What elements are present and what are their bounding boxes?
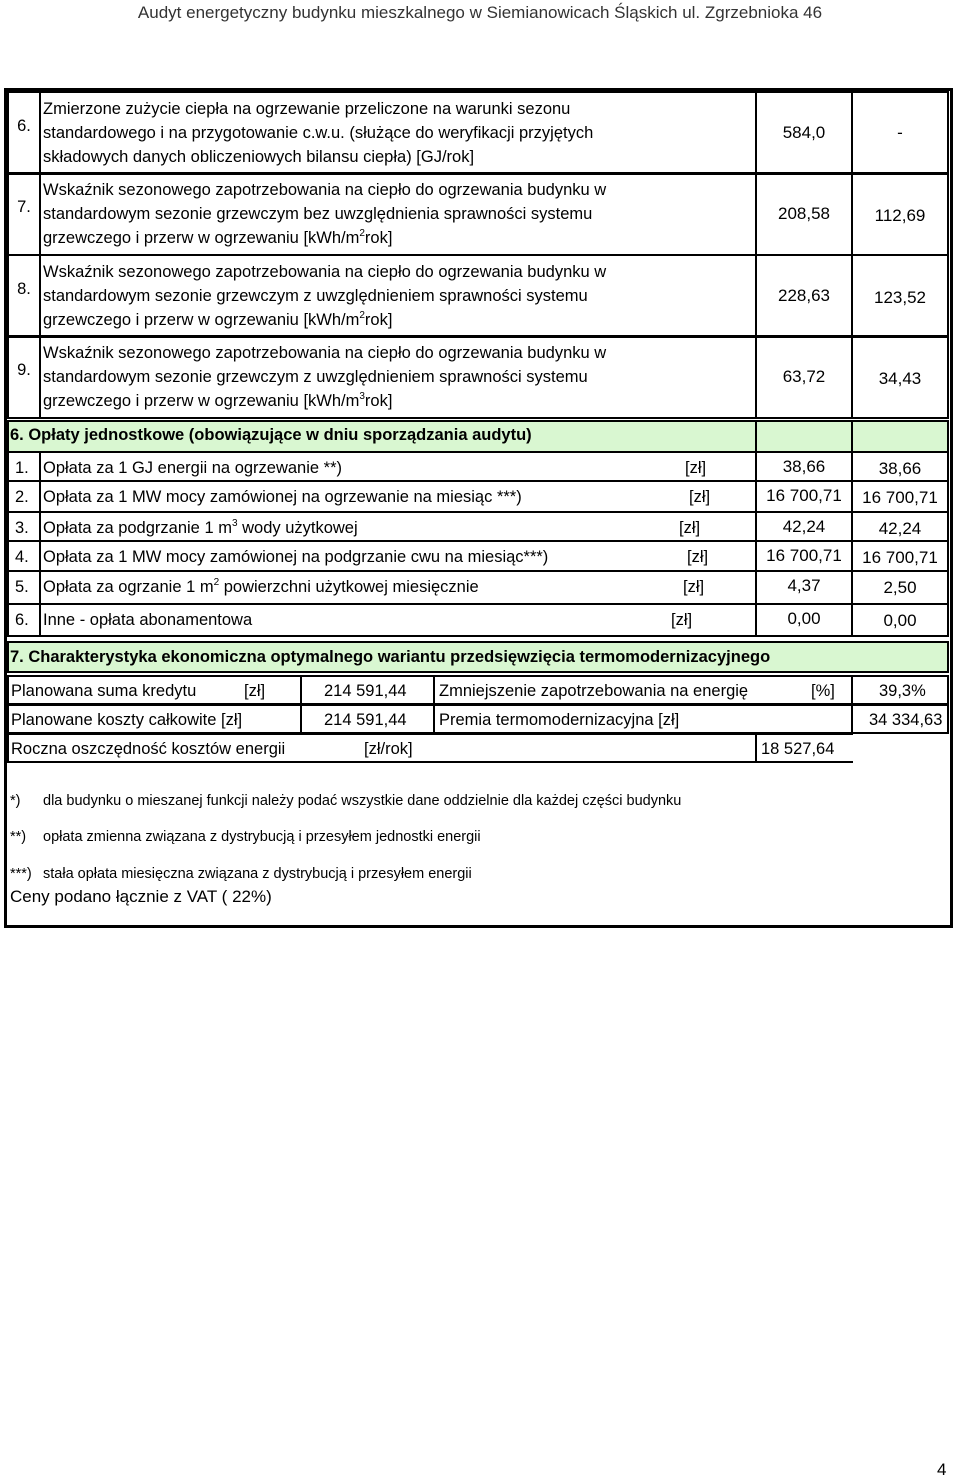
row-value-1: 584,0 (755, 91, 853, 175)
saving-unit: [zł/rok] (364, 740, 413, 758)
row-value-1: 63,72 (755, 335, 853, 419)
description-line-3 (43, 389, 755, 413)
reduction-label-cell (433, 675, 853, 705)
fee-value-1: 16 700,71 (755, 540, 853, 572)
fee-unit: [zł] (683, 578, 705, 596)
fee-label-cell (39, 603, 757, 637)
fee-label: Opłata za 1 MW mocy zamówionej na ogrzewanie na miesiąc ***) (43, 488, 522, 506)
description-line-2: standardowym sezonie grzewczym z uwzględnieniem sprawności systemu (43, 368, 588, 386)
loan-value: 214 591,44 (300, 675, 435, 705)
description-line-3 (43, 308, 755, 332)
fee-label: Opłata za 1 MW mocy zamówionej na podgrzanie cwu na miesiąc***) (43, 548, 549, 566)
footnote-3-text: stała opłata miesięczna związana z dystrybucją i przesyłem energii (43, 866, 472, 882)
fee-value-1: 16 700,71 (755, 480, 853, 513)
row-value-2: 34,43 (851, 335, 949, 419)
description-line-1: Wskaźnik sezonowego zapotrzebowania na ciepło do ogrzewania budynku w (43, 263, 607, 281)
description-line-3 (43, 145, 755, 169)
row-value-2: 123,52 (851, 254, 949, 338)
fee-unit: [zł] (679, 519, 701, 537)
fee-label-superscript: 3 (231, 518, 238, 529)
fee-value-2: 38,66 (851, 451, 949, 482)
row-description (39, 335, 757, 419)
description-line-3-text: grzewczego i przerw w ogrzewaniu [kWh/m (43, 311, 360, 329)
fee-label-cell (39, 570, 757, 605)
description-superscript: 3 (359, 391, 365, 402)
description-line-3-unit: rok] (364, 311, 393, 329)
fee-value-2: 42,24 (851, 511, 949, 542)
saving-label-cell (7, 733, 757, 763)
row-value-1: 228,63 (755, 254, 853, 338)
fee-unit: [zł] (689, 488, 711, 506)
fee-number: 6. (7, 603, 41, 637)
row-description (39, 254, 757, 338)
footnote-2-mark: **) (10, 829, 27, 845)
loan-label-cell (7, 675, 302, 705)
fee-label-cell (39, 540, 757, 572)
description-line-2: standardowym sezonie grzewczym bez uwzględnienia sprawności systemu (43, 205, 593, 223)
saving-value: 18 527,64 (755, 733, 853, 763)
fee-value-1: 4,37 (755, 570, 853, 605)
fee-unit: [zł] (685, 459, 707, 477)
description-line-3-text: grzewczego i przerw w ogrzewaniu [kWh/m (43, 229, 360, 247)
saving-label: Roczna oszczędność kosztów energii (11, 740, 286, 758)
row-description (39, 172, 757, 256)
reduction-value: 39,3% (851, 675, 949, 705)
section6-title-cell-1 (755, 420, 853, 453)
description-line-3-unit: rok] (364, 392, 393, 410)
row-number: 7. (7, 172, 41, 256)
fee-label-suffix: powierzchni użytkowej miesięcznie (219, 578, 479, 596)
fee-label-suffix: wody użytkowej (237, 519, 358, 537)
premium-label: Premia termomodernizacyjna [zł] (433, 704, 853, 734)
fee-number: 5. (7, 570, 41, 605)
footnote-2-text: opłata zmienna związana z dystrybucją i przesyłem jednostki energii (43, 829, 481, 845)
row-number: 8. (7, 254, 41, 338)
description-line-3-text: grzewczego i przerw w ogrzewaniu [kWh/m (43, 392, 360, 410)
description-line-2: standardowego i na przygotowanie c.w.u. (służące do weryfikacji przyjętych (43, 124, 594, 142)
loan-unit: [zł] (244, 682, 266, 700)
footnote-1-mark: *) (10, 793, 21, 809)
fee-value-2: 16 700,71 (851, 480, 949, 513)
loan-label: Planowana suma kredytu (11, 682, 197, 700)
fee-unit: [zł] (671, 611, 693, 629)
fee-value-1: 42,24 (755, 511, 853, 542)
fee-value-1: 38,66 (755, 451, 853, 482)
document-header: Audyt energetyczny budynku mieszkalnego w Siemianowicach Śląskich ul. Zgrzebnioka 46 (137, 3, 823, 22)
description-superscript: 2 (359, 228, 365, 239)
section6-title-cell-2 (851, 420, 949, 453)
row-value-1: 208,58 (755, 172, 853, 256)
fee-value-2: 0,00 (851, 603, 949, 637)
cost-value: 214 591,44 (300, 704, 435, 734)
description-line-2: standardowym sezonie grzewczym z uwzględnieniem sprawności systemu (43, 287, 588, 305)
fee-label-cell (39, 511, 757, 542)
fee-value-1: 0,00 (755, 603, 853, 637)
vat-note: Ceny podano łącznie z VAT ( 22%) (10, 887, 272, 906)
fee-value-2: 16 700,71 (851, 540, 949, 572)
fee-label-cell (39, 451, 757, 482)
description-line-3-unit: rok] (364, 229, 393, 247)
row-description (39, 91, 757, 175)
fee-label: Opłata za 1 GJ energii na ogrzewanie **) (43, 459, 342, 477)
row-number: 6. (7, 91, 41, 175)
description-superscript: 2 (359, 310, 365, 321)
row-number: 9. (7, 335, 41, 419)
reduction-label: Zmniejszenie zapotrzebowania na energię (439, 682, 749, 700)
fee-number: 4. (7, 540, 41, 572)
description-line-1: Wskaźnik sezonowego zapotrzebowania na ciepło do ogrzewania budynku w (43, 181, 607, 199)
description-line-3-text: składowych danych obliczeniowych bilansu ciepła) [GJ/rok] (43, 148, 475, 166)
description-line-3 (43, 226, 755, 250)
fee-label: Inne - opłata abonamentowa (43, 611, 253, 629)
fee-value-2: 2,50 (851, 570, 949, 605)
fee-label: Opłata za ogrzanie 1 m (43, 578, 214, 596)
fee-number: 1. (7, 451, 41, 482)
fee-number: 2. (7, 480, 41, 513)
section6-title: 6. Opłaty jednostkowe (obowiązujące w dniu sporządzania audytu) (7, 420, 757, 453)
fee-label: Opłata za podgrzanie 1 m (43, 519, 232, 537)
premium-value: 34 334,63 (851, 704, 949, 734)
footnote-3-mark: ***) (10, 866, 32, 882)
reduction-unit: [%] (811, 682, 835, 700)
audit-table (4, 88, 953, 928)
fee-label-cell (39, 480, 757, 513)
fee-label-superscript: 2 (213, 577, 220, 588)
fee-unit: [zł] (687, 548, 709, 566)
row-value-2: 112,69 (851, 172, 949, 256)
cost-label: Planowane koszty całkowite [zł] (7, 704, 302, 734)
fee-number: 3. (7, 511, 41, 542)
page-number: 4 (937, 1460, 947, 1479)
description-line-1: Wskaźnik sezonowego zapotrzebowania na ciepło do ogrzewania budynku w (43, 344, 607, 362)
footnote-1-text: dla budynku o mieszanej funkcji należy podać wszystkie dane oddzielnie dla każdej części budynku (43, 793, 682, 809)
description-line-1: Zmierzone zużycie ciepła na ogrzewanie przeliczone na warunki sezonu (43, 100, 571, 118)
section7-title: 7. Charakterystyka ekonomiczna optymalnego wariantu przedsięwzięcia termomodernizacyjnego (7, 641, 949, 673)
row-value-2: - (851, 91, 949, 175)
